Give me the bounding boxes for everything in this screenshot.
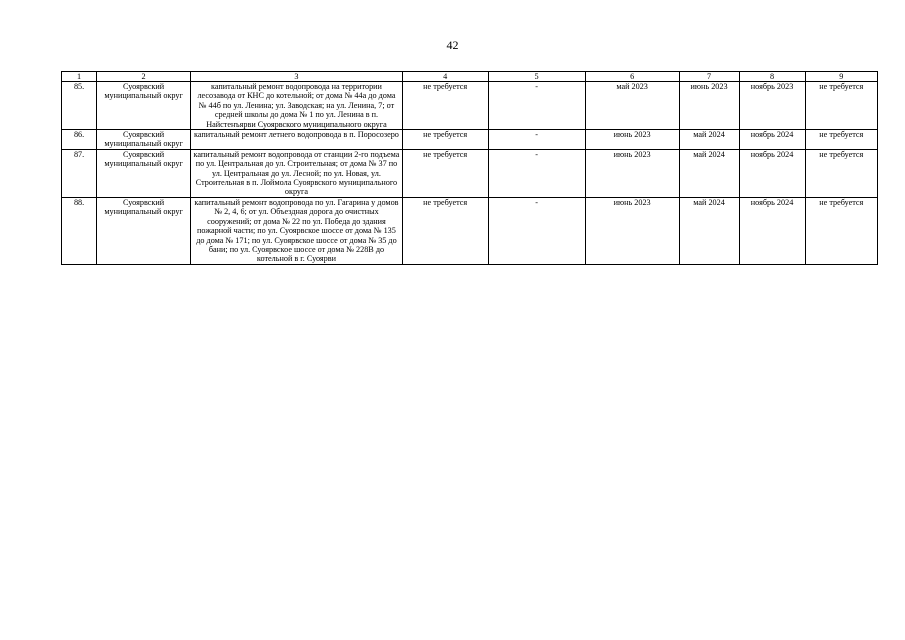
col8-cell: ноябрь 2024 <box>739 197 805 264</box>
col9-cell: не требуется <box>805 197 877 264</box>
col6-cell: июнь 2023 <box>585 130 679 150</box>
column-header: 2 <box>97 72 191 82</box>
column-number-row <box>62 72 878 82</box>
work-schedule-table <box>61 71 878 265</box>
work-description-cell: капитальный ремонт водопровода от станции 2-го подъема по ул. Центральная до ул. Строительная; от дома № 37 по ул. Центральная до ул. Лесной; по ул. Новая, ул. Строительная в п. Лоймола Суоярвского муниципального округа <box>191 149 403 197</box>
col9-cell: не требуется <box>805 149 877 197</box>
col5-cell: - <box>488 149 585 197</box>
column-header: 3 <box>191 72 403 82</box>
row-number: 87. <box>62 149 97 197</box>
row-number: 88. <box>62 197 97 264</box>
district-cell: Суоярвский муниципальный округ <box>97 130 191 150</box>
col9-cell: не требуется <box>805 130 877 150</box>
work-description-cell: капитальный ремонт летнего водопровода в п. Поросозеро <box>191 130 403 150</box>
column-header: 1 <box>62 72 97 82</box>
table-row <box>62 130 878 150</box>
district-cell: Суоярвский муниципальный округ <box>97 197 191 264</box>
col9-cell: не требуется <box>805 82 877 130</box>
column-header: 9 <box>805 72 877 82</box>
row-number: 85. <box>62 82 97 130</box>
row-number: 86. <box>62 130 97 150</box>
col6-cell: июнь 2023 <box>585 149 679 197</box>
col4-cell: не требуется <box>402 82 488 130</box>
district-cell: Суоярвский муниципальный округ <box>97 149 191 197</box>
col8-cell: ноябрь 2024 <box>739 149 805 197</box>
col7-cell: май 2024 <box>679 149 739 197</box>
column-header: 5 <box>488 72 585 82</box>
column-header: 7 <box>679 72 739 82</box>
col8-cell: ноябрь 2024 <box>739 130 805 150</box>
col4-cell: не требуется <box>402 197 488 264</box>
work-description-cell: капитальный ремонт водопровода на территории лесозавода от КНС до котельной; от дома № 44а до дома № 44б по ул. Ленина; ул. Заводская; на ул. Ленина, 7; от средней школы до дома № 1 по ул. Ленина в п. Найстенъярви Суоярвского муниципального округа <box>191 82 403 130</box>
col5-cell: - <box>488 130 585 150</box>
table-body <box>62 82 878 265</box>
column-header: 8 <box>739 72 805 82</box>
table-row <box>62 82 878 130</box>
col5-cell: - <box>488 82 585 130</box>
col6-cell: май 2023 <box>585 82 679 130</box>
table-header <box>62 72 878 82</box>
work-description-cell: капитальный ремонт водопровода по ул. Гагарина у домов № 2, 4, 6; от ул. Объездная дорога до очистных сооружений; от дома № 22 по ул. Победа до здания пожарной части; по ул. Суоярвское шоссе от дома № 135 до дома № 171; по ул. Суоярвское шоссе от дома № 35 до бани; по ул. Суоярвское шоссе от дома № 228В до котельной в г. Суоярви <box>191 197 403 264</box>
col8-cell: ноябрь 2023 <box>739 82 805 130</box>
col7-cell: май 2024 <box>679 197 739 264</box>
col4-cell: не требуется <box>402 130 488 150</box>
column-header: 6 <box>585 72 679 82</box>
col6-cell: июнь 2023 <box>585 197 679 264</box>
col7-cell: июнь 2023 <box>679 82 739 130</box>
page-number: 42 <box>446 38 459 52</box>
column-header: 4 <box>402 72 488 82</box>
table-row <box>62 197 878 264</box>
col7-cell: май 2024 <box>679 130 739 150</box>
col5-cell: - <box>488 197 585 264</box>
table-row <box>62 149 878 197</box>
district-cell: Суоярвский муниципальный округ <box>97 82 191 130</box>
col4-cell: не требуется <box>402 149 488 197</box>
